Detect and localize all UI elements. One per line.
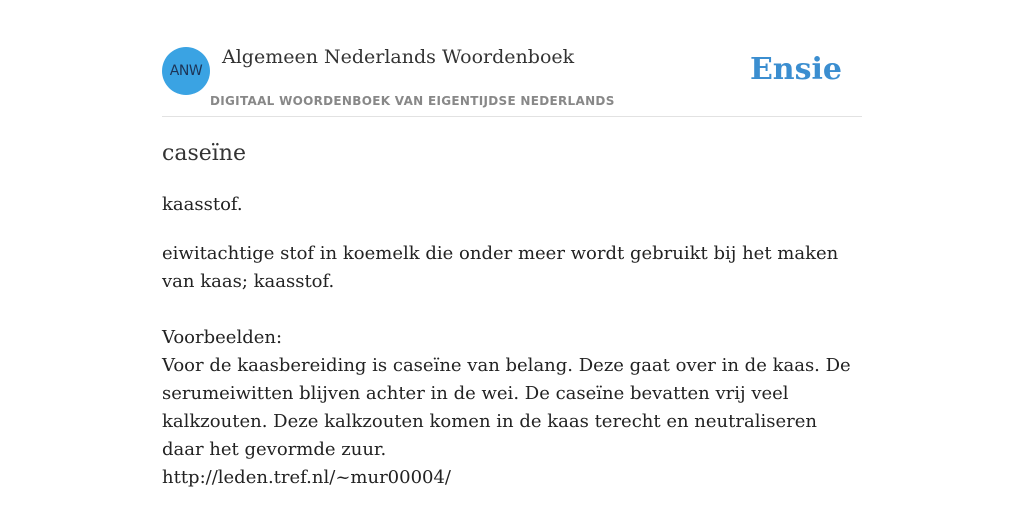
short-definition: kaasstof. bbox=[162, 194, 243, 215]
entry-term: caseïne bbox=[162, 141, 246, 166]
anw-logo[interactable]: ANW bbox=[162, 47, 210, 95]
site-header bbox=[162, 0, 862, 117]
site-subtitle: DIGITAAL WOORDENBOEK VAN EIGENTIJDSE NEDERLANDS bbox=[210, 94, 615, 108]
ensie-brand-link[interactable]: Ensie bbox=[749, 52, 842, 87]
full-definition: eiwitachtige stof in koemelk die onder meer wordt gebruikt bij het maken van kaas; kaasstof. Voorbeelden: Voor de kaasbereiding is caseïne van belang. Deze gaat over in de kaas. De serumeiwitten blijven achter in de wei. De caseïne bevatten vrij veel kalkzouten. Deze kalkzouten komen in de kaas terecht en neutraliseren daar het gevormde zuur. http://leden.tref.nl/~mur00004/ bbox=[162, 243, 851, 488]
page bbox=[162, 0, 862, 488]
site-title[interactable]: Algemeen Nederlands Woordenboek bbox=[222, 46, 575, 68]
